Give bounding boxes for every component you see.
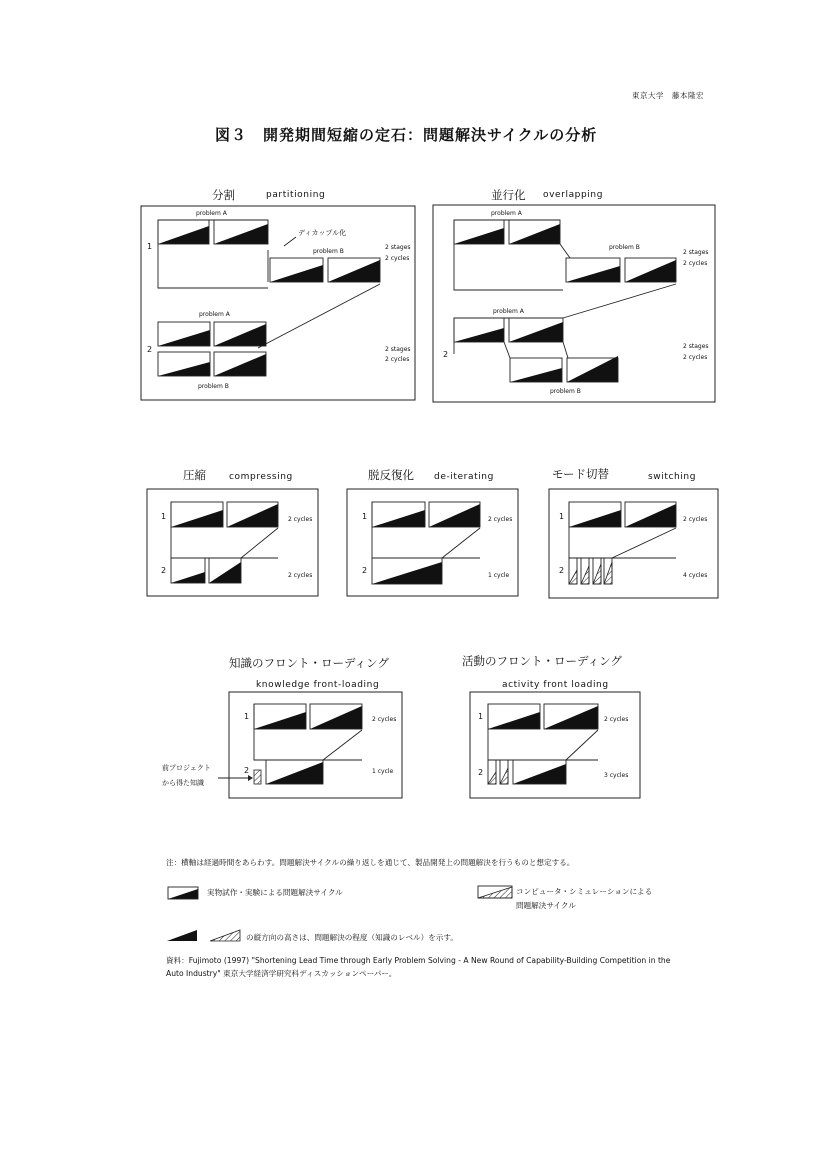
knowledge-front-loading-row2: 2 [244, 766, 250, 775]
compressing-cycles2: 2 cycles [288, 572, 313, 579]
de-iterating-cycles1: 2 cycles [488, 516, 513, 523]
compressing-title-jp: 圧縮 [183, 468, 206, 482]
overlapping-row2: 2 [443, 350, 449, 359]
partitioning-title-en: partitioning [266, 190, 326, 200]
partitioning-stages2: 2 stages [385, 346, 411, 353]
overlapping-cycles2: 2 cycles [683, 354, 708, 361]
legend-height-label: の縦方向の高さは、問題解決の程度（知識のレベル）を示す。 [246, 933, 459, 942]
overlapping-problem-b: problem B [609, 244, 640, 251]
overlapping-problem-b-2: problem B [550, 388, 581, 395]
overlapping-cycles1: 2 cycles [683, 260, 708, 267]
overlapping-problem-a-2: problem A [493, 308, 524, 315]
switching-title-jp: モード切替 [552, 467, 610, 481]
activity-front-loading-cycles1: 2 cycles [604, 716, 629, 723]
source-text: 資料：Fujimoto (1997) "Shortening Lead Time through Early Problem Solving - A New Round of Capability-Building Competition in the Auto Industry" 東京大学経済学研究科ディスカッションペーパー。 [166, 956, 671, 978]
overlapping-problem-a: problem A [491, 210, 522, 217]
partitioning-cycles1: 2 cycles [385, 255, 410, 262]
knowledge-front-loading-title-en: knowledge front-loading [256, 680, 380, 690]
partitioning-problem-b: problem B [313, 248, 344, 255]
switching-row2: 2 [559, 566, 565, 575]
compressing-row1: 1 [161, 512, 167, 521]
legend-hatched-label-1: コンピュータ・シミュレーションによる [516, 887, 653, 896]
de-iterating-title-en: de-iterating [434, 472, 494, 482]
knowledge-front-loading-title-jp: 知識のフロント・ローディング [229, 656, 389, 670]
partitioning-row2: 2 [147, 345, 153, 354]
legend-height-solid-wedge [167, 930, 197, 941]
legend-solid-wedge [168, 889, 198, 899]
activity-front-loading-title-en: activity front loading [502, 680, 609, 690]
knowledge-front-loading-cycles1: 2 cycles [372, 716, 397, 723]
legend-hatched-wedge [478, 887, 512, 898]
knowledge-front-loading-row1: 1 [244, 712, 250, 721]
partitioning-problem-a: problem A [196, 210, 227, 217]
de-iterating-title-jp: 脱反復化 [368, 468, 414, 482]
knowledge-front-loading-cycles2: 1 cycle [372, 768, 394, 775]
overlapping-stages1: 2 stages [683, 249, 709, 256]
legend-hatched-label-2: 問題解決サイクル [516, 901, 576, 910]
note-text: 注：横軸は経過時間をあらわす。問題解決サイクルの繰り返しを通じて、製品開発上の問題解決を行うものと想定する。 [166, 858, 575, 867]
switching-title-en: switching [648, 472, 697, 482]
compressing-title-en: compressing [229, 472, 293, 482]
activity-front-loading-title-jp: 活動のフロント・ローディング [462, 654, 622, 668]
overlapping-title-jp: 並行化 [491, 188, 526, 202]
partitioning-problem-b-2: problem B [198, 383, 229, 390]
partitioning-stages1: 2 stages [385, 244, 411, 251]
de-iterating-cycles2: 1 cycle [488, 572, 510, 579]
switching-row1: 1 [559, 512, 565, 521]
prior-project-note-1: 前プロジェクト [162, 764, 211, 772]
switching-cycles1: 2 cycles [683, 516, 708, 523]
partitioning-problem-a-2: problem A [199, 311, 230, 318]
compressing-cycles1: 2 cycles [288, 516, 313, 523]
prior-project-note-2: から得た知識 [162, 779, 204, 787]
partitioning-decouple-label: ディカップル化 [298, 229, 347, 237]
activity-front-loading-row1: 1 [478, 712, 484, 721]
activity-front-loading-row2: 2 [478, 768, 484, 777]
compressing-row2: 2 [161, 566, 167, 575]
switching-cycles2: 4 cycles [683, 572, 708, 579]
legend-height-hatched-wedge [210, 930, 240, 941]
de-iterating-row1: 1 [362, 512, 368, 521]
de-iterating-row2: 2 [362, 566, 368, 575]
partitioning-cycles2: 2 cycles [385, 356, 410, 363]
author-header: 東京大学 藤本隆宏 [632, 91, 704, 100]
activity-front-loading-cycles2: 3 cycles [604, 772, 629, 779]
figure-title: 図３ 開発期間短縮の定石：問題解決サイクルの分析 [215, 126, 598, 144]
partitioning-row1: 1 [147, 242, 153, 251]
legend-solid-label: 実物試作・実験による問題解決サイクル [207, 888, 343, 897]
partitioning-title-jp: 分割 [212, 188, 235, 202]
overlapping-stages2: 2 stages [683, 343, 709, 350]
overlapping-title-en: overlapping [543, 190, 604, 200]
